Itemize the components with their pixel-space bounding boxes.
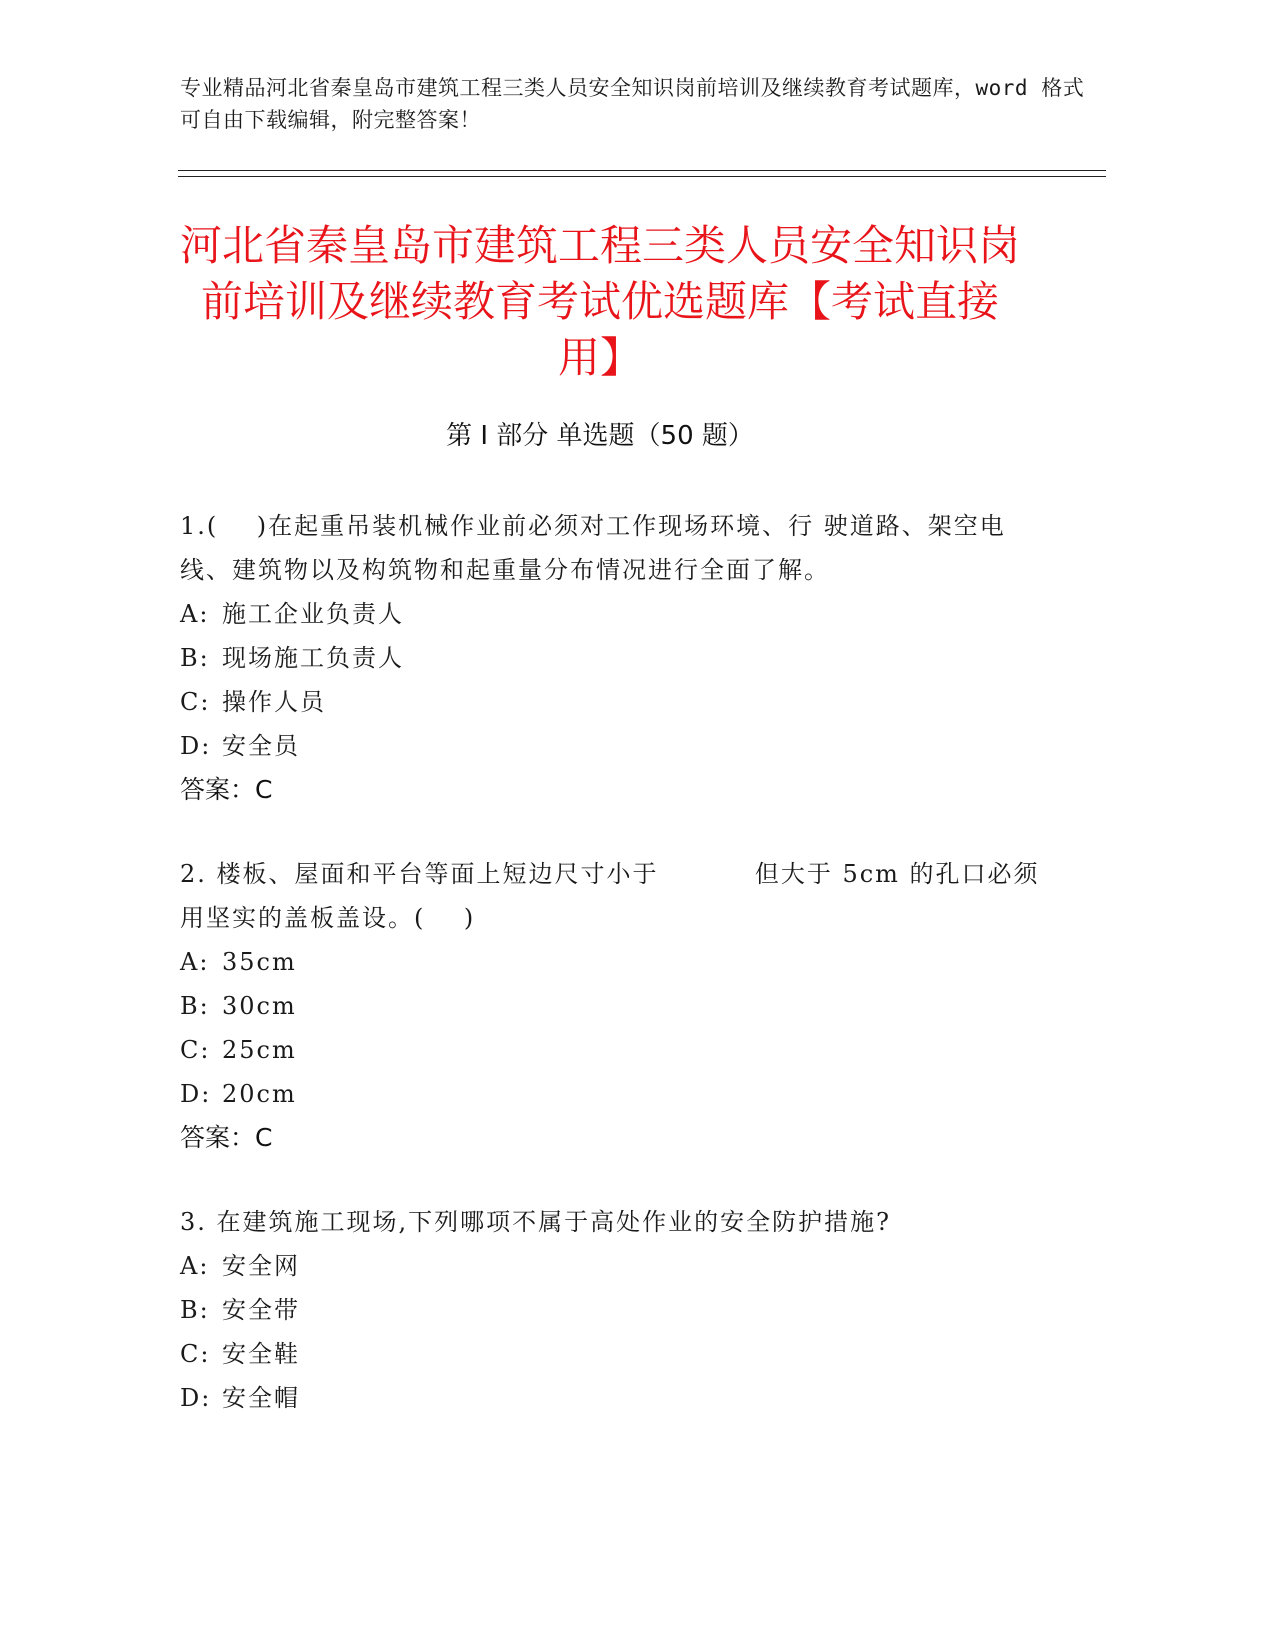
option-d bbox=[180, 1376, 1050, 1420]
answer-line: 答案：C bbox=[180, 775, 273, 804]
option-c bbox=[180, 680, 1050, 724]
option-text: 30cm bbox=[222, 992, 297, 1020]
option-b bbox=[180, 1288, 1050, 1332]
option-key: A: bbox=[180, 948, 210, 976]
option-key: B: bbox=[180, 1296, 210, 1324]
option-b bbox=[180, 984, 1050, 1028]
option-a bbox=[180, 592, 1050, 636]
option-text: 现场施工负责人 bbox=[222, 644, 404, 672]
option-d bbox=[180, 1072, 1050, 1116]
option-b bbox=[180, 636, 1050, 680]
header-rule-top bbox=[178, 170, 1106, 171]
option-d bbox=[180, 724, 1050, 768]
question-stem: 2. 楼板、屋面和平台等面上短边尺寸小于 但大于 5cm 的孔口必须用坚实的盖板盖设。( ) bbox=[180, 860, 1040, 932]
option-text: 35cm bbox=[222, 948, 297, 976]
option-text: 安全网 bbox=[222, 1252, 300, 1280]
document-title: 河北省秦皇岛市建筑工程三类人员安全知识岗前培训及继续教育考试优选题库【考试直接用】 bbox=[180, 221, 1021, 382]
option-key: B: bbox=[180, 644, 210, 672]
option-text: 25cm bbox=[222, 1036, 297, 1064]
header-rule-bottom bbox=[178, 176, 1106, 177]
option-key: B: bbox=[180, 992, 210, 1020]
option-text: 安全鞋 bbox=[222, 1340, 300, 1368]
option-a bbox=[180, 940, 1050, 984]
option-text: 操作人员 bbox=[222, 688, 326, 716]
option-text: 安全员 bbox=[222, 732, 300, 760]
question-3 bbox=[180, 1200, 1050, 1420]
option-text: 安全帽 bbox=[222, 1384, 300, 1412]
question-list bbox=[180, 504, 1050, 1460]
option-key: A: bbox=[180, 600, 210, 628]
option-c bbox=[180, 1028, 1050, 1072]
option-a bbox=[180, 1244, 1050, 1288]
option-key: D: bbox=[180, 732, 212, 760]
answer-line: 答案：C bbox=[180, 1123, 273, 1152]
question-1 bbox=[180, 504, 1050, 812]
option-key: D: bbox=[180, 1080, 212, 1108]
option-key: C: bbox=[180, 688, 211, 716]
option-c bbox=[180, 1332, 1050, 1376]
option-key: C: bbox=[180, 1340, 211, 1368]
header-note: 专业精品河北省秦皇岛市建筑工程三类人员安全知识岗前培训及继续教育考试题库，word 格式可自由下载编辑，附完整答案！ bbox=[180, 76, 1085, 132]
section-title: 第 I 部分 单选题（50 题） bbox=[446, 421, 754, 451]
option-key: A: bbox=[180, 1252, 210, 1280]
option-key: D: bbox=[180, 1384, 212, 1412]
question-stem: 3. 在建筑施工现场,下列哪项不属于高处作业的安全防护措施? bbox=[180, 1208, 892, 1236]
option-text: 安全带 bbox=[222, 1296, 300, 1324]
option-key: C: bbox=[180, 1036, 211, 1064]
option-text: 施工企业负责人 bbox=[222, 600, 404, 628]
question-2 bbox=[180, 852, 1050, 1160]
question-stem: 1.( )在起重吊装机械作业前必须对工作现场环境、行 驶道路、架空电线、建筑物以及构筑物和起重量分布情况进行全面了解。 bbox=[180, 512, 1006, 584]
option-text: 20cm bbox=[222, 1080, 297, 1108]
